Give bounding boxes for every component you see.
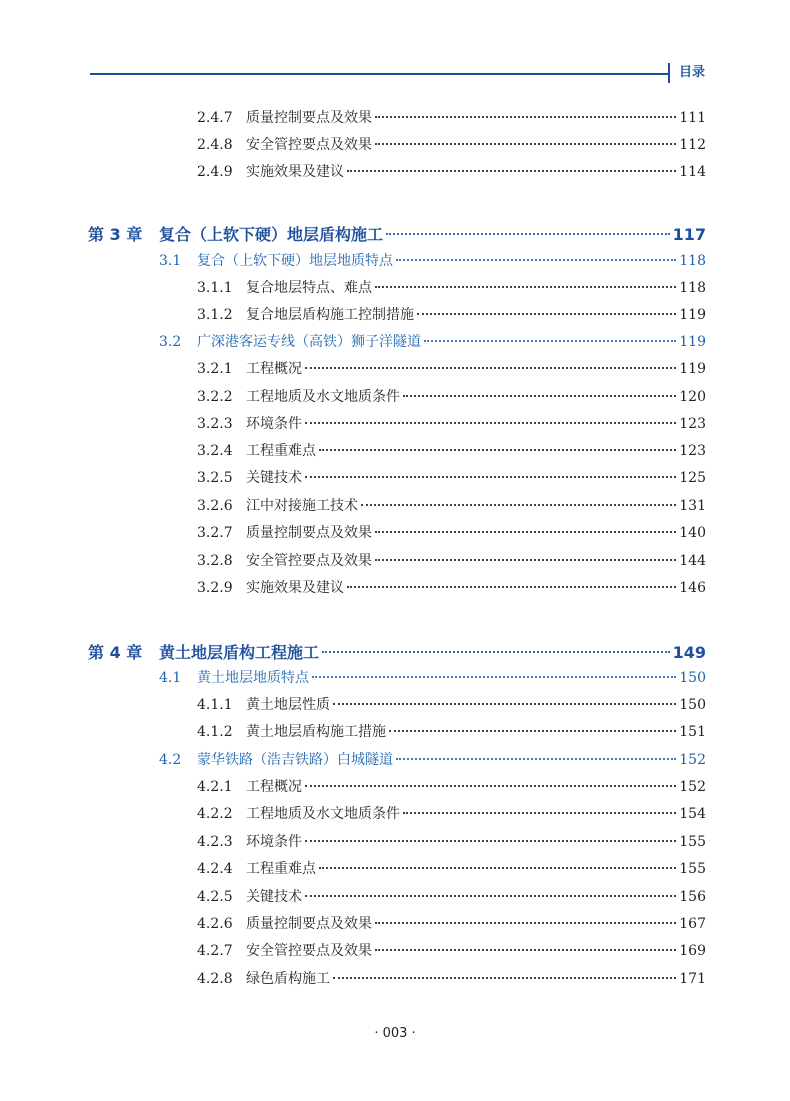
toc-entry-page: 140 (679, 525, 706, 541)
toc-leader-dots (347, 170, 676, 172)
toc-entry-page: 131 (679, 498, 706, 514)
toc-section-title: 黄土地层地质特点 (197, 670, 309, 686)
toc-entry-page: 171 (679, 971, 706, 987)
toc-section-number: 4.1 (159, 670, 182, 686)
toc-entry-title: 工程地质及水文地质条件 (246, 389, 400, 405)
toc-entry[interactable] (197, 940, 706, 966)
toc-entry-title: 关键技术 (246, 889, 302, 905)
toc-entry[interactable] (197, 776, 706, 802)
toc-chapter-page: 149 (672, 643, 706, 662)
toc-entry-number: 3.1.1 (197, 280, 233, 296)
toc-leader-dots (305, 785, 676, 787)
toc-entry[interactable] (197, 358, 706, 384)
toc-leader-dots (375, 116, 676, 118)
toc-section-title: 广深港客运专线（高铁）狮子洋隧道 (197, 334, 421, 350)
toc-entry-page: 167 (679, 916, 706, 932)
toc-entry[interactable] (197, 440, 706, 466)
toc-entry-title: 关键技术 (246, 470, 302, 486)
toc-chapter-number: 第 4 章 (88, 643, 143, 662)
toc-entry-number: 4.2.5 (197, 889, 233, 905)
toc-entry[interactable] (197, 831, 706, 857)
toc-entry-number: 4.2.2 (197, 806, 233, 822)
toc-entry-number: 4.1.2 (197, 724, 233, 740)
toc-entry-title: 实施效果及建议 (246, 164, 344, 180)
toc-entry-title: 安全管控要点及效果 (246, 137, 372, 153)
toc-leader-dots (375, 922, 676, 924)
toc-entry-page: 155 (679, 834, 706, 850)
toc-entry-title: 江中对接施工技术 (246, 498, 358, 514)
toc-entry[interactable] (197, 495, 706, 521)
toc-entry[interactable] (197, 107, 706, 133)
toc-chapter-number: 第 3 章 (88, 225, 143, 244)
toc-leader-dots (396, 259, 676, 261)
toc-entry-page: 123 (679, 416, 706, 432)
toc-chapter-entry[interactable] (88, 222, 706, 248)
toc-entry-page: 146 (679, 580, 706, 596)
toc-entry-page: 111 (679, 110, 706, 126)
toc-section-entry[interactable] (159, 331, 706, 357)
toc-entry-page: 152 (679, 779, 706, 795)
toc-entry-title: 工程重难点 (246, 861, 316, 877)
toc-entry-number: 3.1.2 (197, 307, 233, 323)
toc-leader-dots (375, 949, 676, 951)
toc-entry-page: 169 (679, 943, 706, 959)
toc-entry-title: 复合地层盾构施工控制措施 (246, 307, 414, 323)
toc-entry-number: 2.4.7 (197, 110, 233, 126)
header-title: 目录 (679, 65, 706, 80)
toc-leader-dots (389, 730, 676, 732)
toc-entry-number: 3.2.7 (197, 525, 233, 541)
toc-entry-page: 125 (679, 470, 706, 486)
toc-entry-number: 3.2.9 (197, 580, 233, 596)
toc-section-title: 复合（上软下硬）地层地质特点 (197, 253, 393, 269)
toc-leader-dots (403, 812, 676, 814)
toc-leader-dots (305, 422, 676, 424)
toc-leader-dots (319, 867, 676, 869)
toc-leader-dots (361, 504, 676, 506)
toc-leader-dots (305, 895, 676, 897)
toc-entry-page: 123 (679, 443, 706, 459)
toc-leader-dots (322, 651, 670, 653)
toc-entry-title: 复合地层特点、难点 (246, 280, 372, 296)
toc-entry-page: 118 (679, 280, 706, 296)
toc-entry-title: 安全管控要点及效果 (246, 553, 372, 569)
toc-leader-dots (333, 977, 676, 979)
toc-entry-page: 154 (679, 806, 706, 822)
toc-section-page: 119 (679, 334, 706, 350)
toc-section-title: 蒙华铁路（浩吉铁路）白城隧道 (197, 752, 393, 768)
toc-entry-title: 环境条件 (246, 416, 302, 432)
toc-section-number: 3.2 (159, 334, 182, 350)
toc-entry[interactable] (197, 550, 706, 576)
toc-section-entry[interactable] (159, 250, 706, 276)
toc-entry[interactable] (197, 277, 706, 303)
toc-entry-title: 工程重难点 (246, 443, 316, 459)
toc-entry-page: 156 (679, 889, 706, 905)
toc-entry[interactable] (197, 968, 706, 994)
toc-section-page: 118 (679, 253, 706, 269)
toc-entry-number: 3.2.8 (197, 553, 233, 569)
toc-leader-dots (375, 559, 676, 561)
toc-entry-number: 3.2.2 (197, 389, 233, 405)
toc-entry[interactable] (197, 161, 706, 187)
toc-entry-page: 119 (679, 361, 706, 377)
toc-entry[interactable] (197, 413, 706, 439)
toc-section-page: 152 (679, 752, 706, 768)
toc-entry-title: 质量控制要点及效果 (246, 525, 372, 541)
toc-entry-page: 120 (679, 389, 706, 405)
toc-entry-page: 155 (679, 861, 706, 877)
toc-leader-dots (319, 449, 676, 451)
toc-leader-dots (305, 840, 676, 842)
toc-entry-number: 4.2.4 (197, 861, 233, 877)
toc-entry-number: 4.2.7 (197, 943, 233, 959)
toc-leader-dots (375, 531, 676, 533)
toc-entry[interactable] (197, 304, 706, 330)
toc-entry-page: 144 (679, 553, 706, 569)
toc-chapter-entry[interactable] (88, 640, 706, 666)
toc-leader-dots (403, 395, 676, 397)
toc-chapter-page: 117 (672, 225, 706, 244)
toc-entry[interactable] (197, 886, 706, 912)
toc-leader-dots (312, 676, 676, 678)
toc-entry-number: 4.2.8 (197, 971, 233, 987)
toc-section-page: 150 (679, 670, 706, 686)
toc-entry-number: 3.2.3 (197, 416, 233, 432)
toc-leader-dots (305, 476, 676, 478)
toc-section-number: 4.2 (159, 752, 182, 768)
toc-leader-dots (375, 143, 676, 145)
toc-entry-page: 112 (679, 137, 706, 153)
toc-entry-title: 实施效果及建议 (246, 580, 344, 596)
toc-entry-number: 4.2.3 (197, 834, 233, 850)
toc-leader-dots (417, 313, 676, 315)
toc-entry-number: 3.2.6 (197, 498, 233, 514)
toc-entry-title: 工程概况 (246, 779, 302, 795)
toc-leader-dots (305, 367, 676, 369)
header-tick-mark (668, 63, 670, 83)
toc-leader-dots (424, 340, 676, 342)
toc-entry-number: 4.2.1 (197, 779, 233, 795)
toc-entry-page: 150 (679, 697, 706, 713)
toc-entry[interactable] (197, 467, 706, 493)
toc-entry-title: 绿色盾构施工 (246, 971, 330, 987)
page-number: · 003 · (374, 1026, 416, 1041)
toc-entry-title: 环境条件 (246, 834, 302, 850)
toc-entry[interactable] (197, 134, 706, 160)
toc-leader-dots (347, 586, 676, 588)
toc-entry-title: 质量控制要点及效果 (246, 916, 372, 932)
toc-entry-number: 4.1.1 (197, 697, 233, 713)
toc-entry-title: 黄土地层盾构施工措施 (246, 724, 386, 740)
toc-chapter-title: 复合（上软下硬）地层盾构施工 (159, 225, 384, 244)
toc-entry-title: 安全管控要点及效果 (246, 943, 372, 959)
toc-entry-number: 3.2.5 (197, 470, 233, 486)
toc-section-entry[interactable] (159, 749, 706, 775)
toc-entry-page: 119 (679, 307, 706, 323)
toc-entry[interactable] (197, 522, 706, 548)
toc-entry-number: 2.4.9 (197, 164, 233, 180)
toc-entry-page: 151 (679, 724, 706, 740)
toc-leader-dots (386, 233, 670, 235)
toc-entry[interactable] (197, 721, 706, 747)
toc-entry-number: 3.2.4 (197, 443, 233, 459)
toc-leader-dots (396, 758, 676, 760)
toc-entry-title: 工程概况 (246, 361, 302, 377)
toc-entry[interactable] (197, 386, 706, 412)
toc-entry-title: 黄土地层性质 (246, 697, 330, 713)
toc-entry-number: 2.4.8 (197, 137, 233, 153)
toc-chapter-title: 黄土地层盾构工程施工 (159, 643, 320, 662)
toc-entry[interactable] (197, 803, 706, 829)
toc-entry[interactable] (197, 858, 706, 884)
toc-entry-number: 4.2.6 (197, 916, 233, 932)
toc-entry[interactable] (197, 913, 706, 939)
toc-entry[interactable] (197, 577, 706, 603)
toc-entry[interactable] (197, 694, 706, 720)
toc-entry-title: 工程地质及水文地质条件 (246, 806, 400, 822)
toc-entry-number: 3.2.1 (197, 361, 233, 377)
toc-leader-dots (333, 703, 676, 705)
toc-section-entry[interactable] (159, 667, 706, 693)
toc-leader-dots (375, 286, 676, 288)
header-rule (90, 73, 668, 75)
toc-section-number: 3.1 (159, 253, 182, 269)
toc-entry-page: 114 (679, 164, 706, 180)
toc-entry-title: 质量控制要点及效果 (246, 110, 372, 126)
